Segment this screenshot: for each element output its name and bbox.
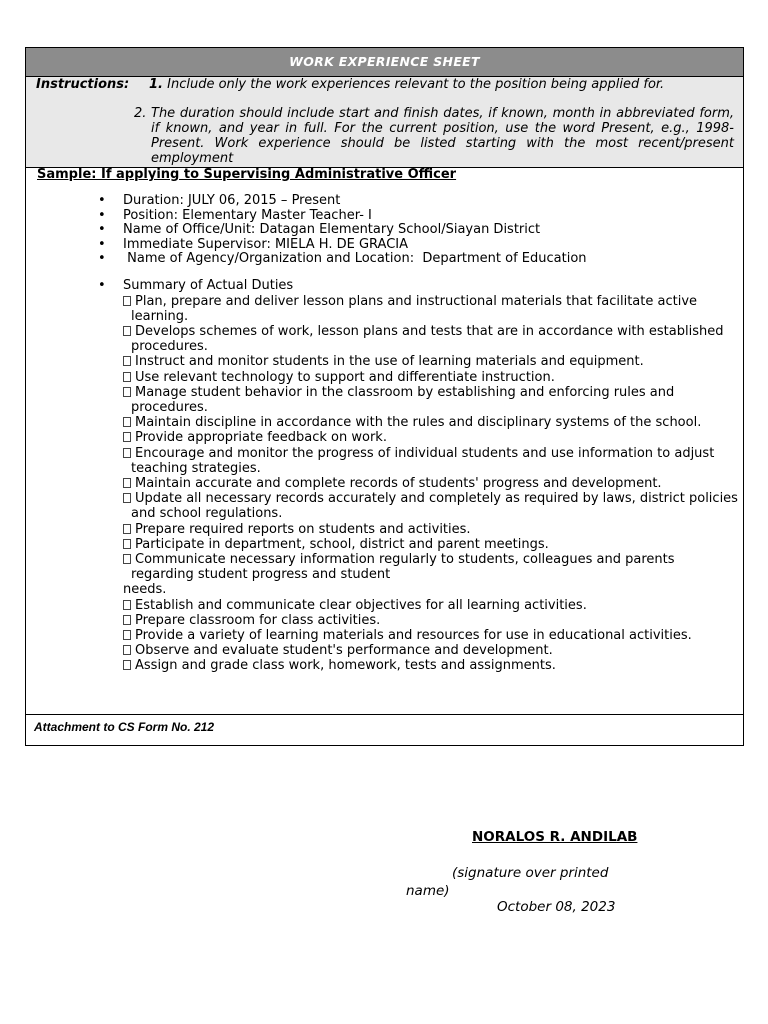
- instruction-2: [134, 106, 734, 166]
- duty-item: Prepare classroom for class activities.: [98, 613, 738, 628]
- duty-item: Maintain accurate and complete records of students' progress and development.: [98, 476, 738, 491]
- bullet-icon: •: [98, 207, 106, 223]
- attachment-note: Attachment to CS Form No. 212: [34, 720, 215, 734]
- bullet-icon: •: [98, 251, 106, 266]
- instruction-1-text: Include only the work experiences relevant to the position being applied for.: [167, 77, 665, 92]
- checkbox-glyph-icon: [123, 296, 131, 306]
- duty-item: Provide appropriate feedback on work.: [98, 430, 738, 445]
- checkbox-glyph-icon: [123, 493, 131, 503]
- duty-item: Develops schemes of work, lesson plans and tests that are in accordance with established procedures.: [98, 324, 738, 354]
- detail-office: • Name of Office/Unit: Datagan Elementary School/Siayan District: [98, 222, 541, 237]
- checkbox-glyph-icon: [123, 372, 131, 382]
- checkbox-glyph-icon: [123, 645, 131, 655]
- checkbox-glyph-icon: [123, 554, 131, 564]
- checkbox-glyph-icon: [123, 630, 131, 640]
- instruction-1: [149, 77, 664, 92]
- instructions-label: Instructions:: [36, 77, 130, 92]
- checkbox-glyph-icon: [123, 539, 131, 549]
- duty-item: Observe and evaluate student's performance and development.: [98, 643, 738, 658]
- duty-item: Manage student behavior in the classroom by establishing and enforcing rules and procedures.: [98, 385, 738, 415]
- checkbox-glyph-icon: [123, 326, 131, 336]
- detail-duration: • Duration: JULY 06, 2015 – Present: [98, 193, 341, 208]
- duty-item: Participate in department, school, district and parent meetings.: [98, 537, 738, 552]
- checkbox-glyph-icon: [123, 387, 131, 397]
- instruction-1-number: 1.: [149, 77, 163, 92]
- checkbox-glyph-icon: [123, 417, 131, 427]
- work-experience-sheet: [25, 47, 744, 746]
- checkbox-glyph-icon: [123, 524, 131, 534]
- checkbox-glyph-icon: [123, 600, 131, 610]
- sheet-title: WORK EXPERIENCE SHEET: [26, 48, 743, 77]
- checkbox-glyph-icon: [123, 660, 131, 670]
- signature-date: October 08, 2023: [497, 899, 616, 915]
- checkbox-glyph-icon: [123, 448, 131, 458]
- checkbox-glyph-icon: [123, 615, 131, 625]
- duty-item: Encourage and monitor the progress of individual students and use information to adjust teaching strategies.: [98, 446, 738, 476]
- duty-item: Use relevant technology to support and differentiate instruction.: [98, 370, 738, 385]
- detail-supervisor: • Immediate Supervisor: MIELA H. DE GRACIA: [98, 236, 409, 252]
- instructions-box: [26, 77, 743, 168]
- instruction-2-text: The duration should include start and finish dates, if known, month in abbreviated form, if known, and year in full. For the current position, use the word Present, e.g., 1998-Present. Work experience should be listed starting with the most recent/present employment: [151, 106, 734, 166]
- footer-divider: [26, 714, 743, 715]
- duty-item: Update all necessary records accurately and completely as required by laws, district policies and school regulations.: [98, 491, 738, 521]
- bullet-icon: •: [98, 278, 106, 293]
- checkbox-glyph-icon: [123, 432, 131, 442]
- signatory-name: NORALOS R. ANDILAB: [472, 829, 638, 845]
- duty-item: Maintain discipline in accordance with the rules and disciplinary systems of the school.: [98, 415, 738, 430]
- duty-item: Provide a variety of learning materials and resources for use in educational activities.: [98, 628, 738, 643]
- bullet-icon: •: [98, 236, 106, 252]
- bullet-icon: •: [98, 222, 106, 237]
- duty-item: Instruct and monitor students in the use of learning materials and equipment.: [98, 354, 738, 369]
- duty-item: Prepare required reports on students and activities.: [98, 522, 738, 537]
- bullet-icon: •: [98, 193, 106, 208]
- duties-section: [98, 279, 738, 674]
- signature-note: (signature over printed name): [406, 865, 609, 899]
- duty-continuation: needs.: [123, 582, 167, 598]
- duty-item: Establish and communicate clear objectives for all learning activities.: [98, 598, 738, 613]
- duty-item: Plan, prepare and deliver lesson plans and instructional materials that facilitate active learning.: [98, 294, 738, 324]
- duty-item: Assign and grade class work, homework, tests and assignments.: [98, 658, 738, 673]
- instruction-2-number: 2.: [134, 106, 147, 121]
- sample-title: Sample: If applying to Supervising Administrative Officer: [37, 167, 457, 182]
- details-list: [98, 194, 738, 267]
- duty-item: Communicate necessary information regularly to students, colleagues and parents regarding student progress and student: [98, 552, 738, 582]
- detail-agency: • Name of Agency/Organization and Location: Department of Education: [98, 251, 587, 266]
- checkbox-glyph-icon: [123, 356, 131, 366]
- duties-heading: • Summary of Actual Duties: [98, 278, 294, 293]
- checkbox-glyph-icon: [123, 478, 131, 488]
- detail-position: • Position: Elementary Master Teacher- I: [98, 207, 372, 223]
